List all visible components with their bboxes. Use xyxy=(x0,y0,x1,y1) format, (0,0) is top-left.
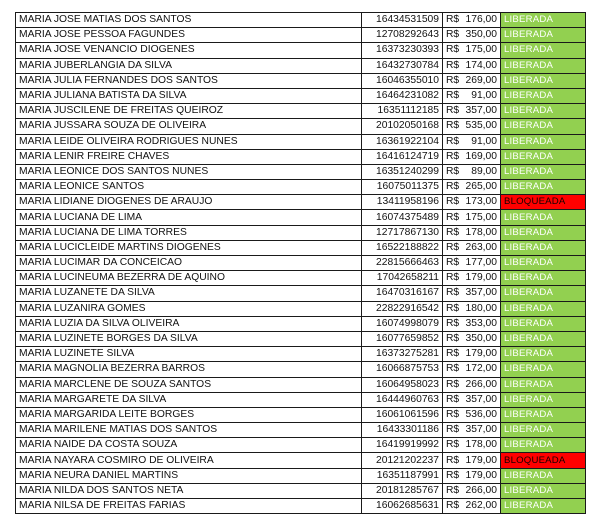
table-row xyxy=(16,453,586,468)
beneficiary-name: MARIA LUCICLEIDE MARTINS DIOGENES xyxy=(16,240,362,255)
payment-amount xyxy=(443,256,501,271)
payment-amount xyxy=(443,240,501,255)
beneficiary-name: MARIA MARGARIDA LEITE BORGES xyxy=(16,407,362,422)
table-row xyxy=(16,271,586,286)
payment-amount xyxy=(443,13,501,28)
payment-amount xyxy=(443,149,501,164)
amount-value: 180,00 xyxy=(465,302,497,314)
table-row xyxy=(16,28,586,43)
currency-symbol: R$ xyxy=(446,196,460,208)
payment-amount xyxy=(443,453,501,468)
beneficiary-id: 16351112185 xyxy=(362,104,443,119)
beneficiary-name: MARIA LEONICE SANTOS xyxy=(16,180,362,195)
payment-amount xyxy=(443,104,501,119)
currency-symbol: R$ xyxy=(446,378,460,390)
beneficiary-name: MARIA LUZIA DA SILVA OLIVEIRA xyxy=(16,316,362,331)
amount-value: 91,00 xyxy=(471,135,497,147)
beneficiary-name: MARIA JOSE VENANCIO DIOGENES xyxy=(16,43,362,58)
status-badge: LIBERADA xyxy=(501,149,586,164)
status-badge: LIBERADA xyxy=(501,43,586,58)
status-badge: LIBERADA xyxy=(501,119,586,134)
amount-value: 179,00 xyxy=(465,469,497,481)
table-row xyxy=(16,499,586,514)
beneficiary-name: MARIA LIDIANE DIOGENES DE ARAUJO xyxy=(16,195,362,210)
beneficiary-id: 20181285767 xyxy=(362,483,443,498)
beneficiary-name: MARIA JUBERLANGIA DA SILVA xyxy=(16,58,362,73)
table-row xyxy=(16,58,586,73)
amount-value: 178,00 xyxy=(465,439,497,451)
status-badge: LIBERADA xyxy=(501,256,586,271)
table-row xyxy=(16,195,586,210)
beneficiary-id: 16432730784 xyxy=(362,58,443,73)
status-badge: LIBERADA xyxy=(501,286,586,301)
currency-symbol: R$ xyxy=(446,150,460,162)
amount-value: 357,00 xyxy=(465,105,497,117)
beneficiary-name: MARIA NILDA DOS SANTOS NETA xyxy=(16,483,362,498)
beneficiary-name: MARIA NEURA DANIEL MARTINS xyxy=(16,468,362,483)
status-badge: LIBERADA xyxy=(501,468,586,483)
payment-amount xyxy=(443,483,501,498)
status-badge: LIBERADA xyxy=(501,438,586,453)
table-row xyxy=(16,316,586,331)
beneficiary-id: 16351187991 xyxy=(362,468,443,483)
payment-amount xyxy=(443,271,501,286)
beneficiary-id: 16074375489 xyxy=(362,210,443,225)
currency-symbol: R$ xyxy=(446,363,460,375)
amount-value: 535,00 xyxy=(465,120,497,132)
beneficiary-name: MARIA LUZANIRA GOMES xyxy=(16,301,362,316)
beneficiary-id: 13411958196 xyxy=(362,195,443,210)
beneficiary-id: 20121202237 xyxy=(362,453,443,468)
amount-value: 176,00 xyxy=(465,14,497,26)
beneficiary-name: MARIA LUZANETE DA SILVA xyxy=(16,286,362,301)
beneficiary-name: MARIA LUCIMAR DA CONCEICAO xyxy=(16,256,362,271)
currency-symbol: R$ xyxy=(446,469,460,481)
status-badge: LIBERADA xyxy=(501,407,586,422)
table-row xyxy=(16,119,586,134)
currency-symbol: R$ xyxy=(446,257,460,269)
currency-symbol: R$ xyxy=(446,135,460,147)
table-row xyxy=(16,225,586,240)
table-row xyxy=(16,468,586,483)
table-row xyxy=(16,347,586,362)
amount-value: 177,00 xyxy=(465,257,497,269)
beneficiary-name: MARIA JULIANA BATISTA DA SILVA xyxy=(16,88,362,103)
table-row xyxy=(16,240,586,255)
table-row xyxy=(16,362,586,377)
payment-amount xyxy=(443,195,501,210)
beneficiary-name: MARIA LUZINETE BORGES DA SILVA xyxy=(16,331,362,346)
status-badge: LIBERADA xyxy=(501,301,586,316)
payment-amount xyxy=(443,164,501,179)
currency-symbol: R$ xyxy=(446,105,460,117)
amount-value: 89,00 xyxy=(471,165,497,177)
beneficiary-id: 16373275281 xyxy=(362,347,443,362)
table-row xyxy=(16,73,586,88)
currency-symbol: R$ xyxy=(446,287,460,299)
beneficiary-id: 16361922104 xyxy=(362,134,443,149)
amount-value: 175,00 xyxy=(465,44,497,56)
beneficiary-table xyxy=(15,12,586,514)
amount-value: 173,00 xyxy=(465,196,497,208)
beneficiary-id: 16470316167 xyxy=(362,286,443,301)
payment-amount xyxy=(443,43,501,58)
amount-value: 169,00 xyxy=(465,150,497,162)
beneficiary-name: MARIA LUZINETE SILVA xyxy=(16,347,362,362)
beneficiary-id: 22815666463 xyxy=(362,256,443,271)
amount-value: 262,00 xyxy=(465,500,497,512)
currency-symbol: R$ xyxy=(446,14,460,26)
currency-symbol: R$ xyxy=(446,59,460,71)
status-badge: LIBERADA xyxy=(501,347,586,362)
beneficiary-id: 20102050168 xyxy=(362,119,443,134)
beneficiary-id: 16351240299 xyxy=(362,164,443,179)
table-row xyxy=(16,134,586,149)
table-row xyxy=(16,104,586,119)
payment-amount xyxy=(443,331,501,346)
beneficiary-id: 12717867130 xyxy=(362,225,443,240)
table-row xyxy=(16,438,586,453)
status-badge: BLOQUEADA xyxy=(501,195,586,210)
table-row xyxy=(16,43,586,58)
payment-amount xyxy=(443,286,501,301)
table-row xyxy=(16,331,586,346)
currency-symbol: R$ xyxy=(446,29,460,41)
amount-value: 353,00 xyxy=(465,317,497,329)
beneficiary-id: 16075011375 xyxy=(362,180,443,195)
amount-value: 263,00 xyxy=(465,241,497,253)
amount-value: 174,00 xyxy=(465,59,497,71)
amount-value: 357,00 xyxy=(465,393,497,405)
beneficiary-id: 16444960763 xyxy=(362,392,443,407)
amount-value: 179,00 xyxy=(465,272,497,284)
currency-symbol: R$ xyxy=(446,348,460,360)
payment-amount xyxy=(443,225,501,240)
currency-symbol: R$ xyxy=(446,181,460,193)
status-badge: LIBERADA xyxy=(501,331,586,346)
table-row xyxy=(16,392,586,407)
status-badge: LIBERADA xyxy=(501,73,586,88)
beneficiary-name: MARIA JOSE PESSOA FAGUNDES xyxy=(16,28,362,43)
currency-symbol: R$ xyxy=(446,393,460,405)
beneficiary-name: MARIA LUCIANA DE LIMA TORRES xyxy=(16,225,362,240)
amount-value: 265,00 xyxy=(465,181,497,193)
table-row xyxy=(16,256,586,271)
currency-symbol: R$ xyxy=(446,408,460,420)
beneficiary-id: 16373230393 xyxy=(362,43,443,58)
table-body xyxy=(16,13,586,514)
payment-amount xyxy=(443,347,501,362)
payment-amount xyxy=(443,468,501,483)
amount-value: 536,00 xyxy=(465,408,497,420)
beneficiary-id: 17042658211 xyxy=(362,271,443,286)
beneficiary-name: MARIA NAIDE DA COSTA SOUZA xyxy=(16,438,362,453)
status-badge: LIBERADA xyxy=(501,180,586,195)
amount-value: 91,00 xyxy=(471,90,497,102)
beneficiary-name: MARIA LUCINEUMA BEZERRA DE AQUINO xyxy=(16,271,362,286)
status-badge: LIBERADA xyxy=(501,392,586,407)
status-badge: LIBERADA xyxy=(501,483,586,498)
table-row xyxy=(16,180,586,195)
currency-symbol: R$ xyxy=(446,484,460,496)
beneficiary-id: 16074998079 xyxy=(362,316,443,331)
beneficiary-name: MARIA MARILENE MATIAS DOS SANTOS xyxy=(16,423,362,438)
beneficiary-name: MARIA LENIR FREIRE CHAVES xyxy=(16,149,362,164)
currency-symbol: R$ xyxy=(446,272,460,284)
table-row xyxy=(16,164,586,179)
beneficiary-id: 16522188822 xyxy=(362,240,443,255)
status-badge: LIBERADA xyxy=(501,28,586,43)
table-row xyxy=(16,423,586,438)
status-badge: LIBERADA xyxy=(501,104,586,119)
amount-value: 357,00 xyxy=(465,287,497,299)
currency-symbol: R$ xyxy=(446,302,460,314)
beneficiary-id: 16464231082 xyxy=(362,88,443,103)
amount-value: 266,00 xyxy=(465,484,497,496)
currency-symbol: R$ xyxy=(446,454,460,466)
amount-value: 179,00 xyxy=(465,348,497,360)
beneficiary-name: MARIA LUCIANA DE LIMA xyxy=(16,210,362,225)
table-row xyxy=(16,407,586,422)
currency-symbol: R$ xyxy=(446,424,460,436)
table-row xyxy=(16,88,586,103)
amount-value: 179,00 xyxy=(465,454,497,466)
beneficiary-id: 22822916542 xyxy=(362,301,443,316)
payment-amount xyxy=(443,119,501,134)
table-row xyxy=(16,301,586,316)
payment-amount xyxy=(443,301,501,316)
table-row xyxy=(16,149,586,164)
beneficiary-name: MARIA JULIA FERNANDES DOS SANTOS xyxy=(16,73,362,88)
currency-symbol: R$ xyxy=(446,226,460,238)
status-badge: LIBERADA xyxy=(501,13,586,28)
status-badge: LIBERADA xyxy=(501,88,586,103)
beneficiary-name: MARIA MAGNOLIA BEZERRA BARROS xyxy=(16,362,362,377)
beneficiary-name: MARIA JUSSARA SOUZA DE OLIVEIRA xyxy=(16,119,362,134)
currency-symbol: R$ xyxy=(446,317,460,329)
beneficiary-id: 16061061596 xyxy=(362,407,443,422)
payment-amount xyxy=(443,88,501,103)
beneficiary-id: 16433301186 xyxy=(362,423,443,438)
beneficiary-name: MARIA MARGARETE DA SILVA xyxy=(16,392,362,407)
currency-symbol: R$ xyxy=(446,74,460,86)
beneficiary-name: MARIA NILSA DE FREITAS FARIAS xyxy=(16,499,362,514)
payment-amount xyxy=(443,407,501,422)
beneficiary-id: 12708292643 xyxy=(362,28,443,43)
amount-value: 178,00 xyxy=(465,226,497,238)
payment-amount xyxy=(443,316,501,331)
amount-value: 350,00 xyxy=(465,333,497,345)
status-badge: LIBERADA xyxy=(501,377,586,392)
amount-value: 175,00 xyxy=(465,211,497,223)
status-badge: LIBERADA xyxy=(501,164,586,179)
currency-symbol: R$ xyxy=(446,120,460,132)
beneficiary-name: MARIA MARCLENE DE SOUZA SANTOS xyxy=(16,377,362,392)
status-badge: LIBERADA xyxy=(501,240,586,255)
status-badge: LIBERADA xyxy=(501,423,586,438)
beneficiary-id: 16077659852 xyxy=(362,331,443,346)
currency-symbol: R$ xyxy=(446,165,460,177)
payment-amount xyxy=(443,210,501,225)
currency-symbol: R$ xyxy=(446,333,460,345)
payment-amount xyxy=(443,362,501,377)
beneficiary-name: MARIA JOSE MATIAS DOS SANTOS xyxy=(16,13,362,28)
payment-amount xyxy=(443,28,501,43)
payment-amount xyxy=(443,377,501,392)
beneficiary-name: MARIA JUSCILENE DE FREITAS QUEIROZ xyxy=(16,104,362,119)
payment-amount xyxy=(443,58,501,73)
status-badge: LIBERADA xyxy=(501,210,586,225)
table-row xyxy=(16,13,586,28)
beneficiary-name: MARIA NAYARA COSMIRO DE OLIVEIRA xyxy=(16,453,362,468)
status-badge: LIBERADA xyxy=(501,134,586,149)
amount-value: 269,00 xyxy=(465,74,497,86)
currency-symbol: R$ xyxy=(446,211,460,223)
currency-symbol: R$ xyxy=(446,439,460,451)
status-badge: LIBERADA xyxy=(501,225,586,240)
table-row xyxy=(16,210,586,225)
currency-symbol: R$ xyxy=(446,241,460,253)
payment-amount xyxy=(443,438,501,453)
status-badge: LIBERADA xyxy=(501,58,586,73)
status-badge: LIBERADA xyxy=(501,316,586,331)
payment-amount xyxy=(443,392,501,407)
amount-value: 172,00 xyxy=(465,363,497,375)
status-badge: BLOQUEADA xyxy=(501,453,586,468)
payment-amount xyxy=(443,73,501,88)
status-badge: LIBERADA xyxy=(501,271,586,286)
beneficiary-name: MARIA LEIDE OLIVEIRA RODRIGUES NUNES xyxy=(16,134,362,149)
amount-value: 266,00 xyxy=(465,378,497,390)
payment-amount xyxy=(443,499,501,514)
payment-amount xyxy=(443,134,501,149)
payment-amount xyxy=(443,180,501,195)
amount-value: 357,00 xyxy=(465,424,497,436)
table-row xyxy=(16,377,586,392)
payment-amount xyxy=(443,423,501,438)
beneficiary-id: 16064958023 xyxy=(362,377,443,392)
beneficiary-id: 16066875753 xyxy=(362,362,443,377)
beneficiary-id: 16416124719 xyxy=(362,149,443,164)
currency-symbol: R$ xyxy=(446,44,460,56)
beneficiary-id: 16434531509 xyxy=(362,13,443,28)
status-badge: LIBERADA xyxy=(501,499,586,514)
beneficiary-id: 16419919992 xyxy=(362,438,443,453)
status-badge: LIBERADA xyxy=(501,362,586,377)
table-row xyxy=(16,286,586,301)
amount-value: 350,00 xyxy=(465,29,497,41)
table-row xyxy=(16,483,586,498)
beneficiary-id: 16062685631 xyxy=(362,499,443,514)
beneficiary-name: MARIA LEONICE DOS SANTOS NUNES xyxy=(16,164,362,179)
currency-symbol: R$ xyxy=(446,90,460,102)
currency-symbol: R$ xyxy=(446,500,460,512)
beneficiary-id: 16046355010 xyxy=(362,73,443,88)
